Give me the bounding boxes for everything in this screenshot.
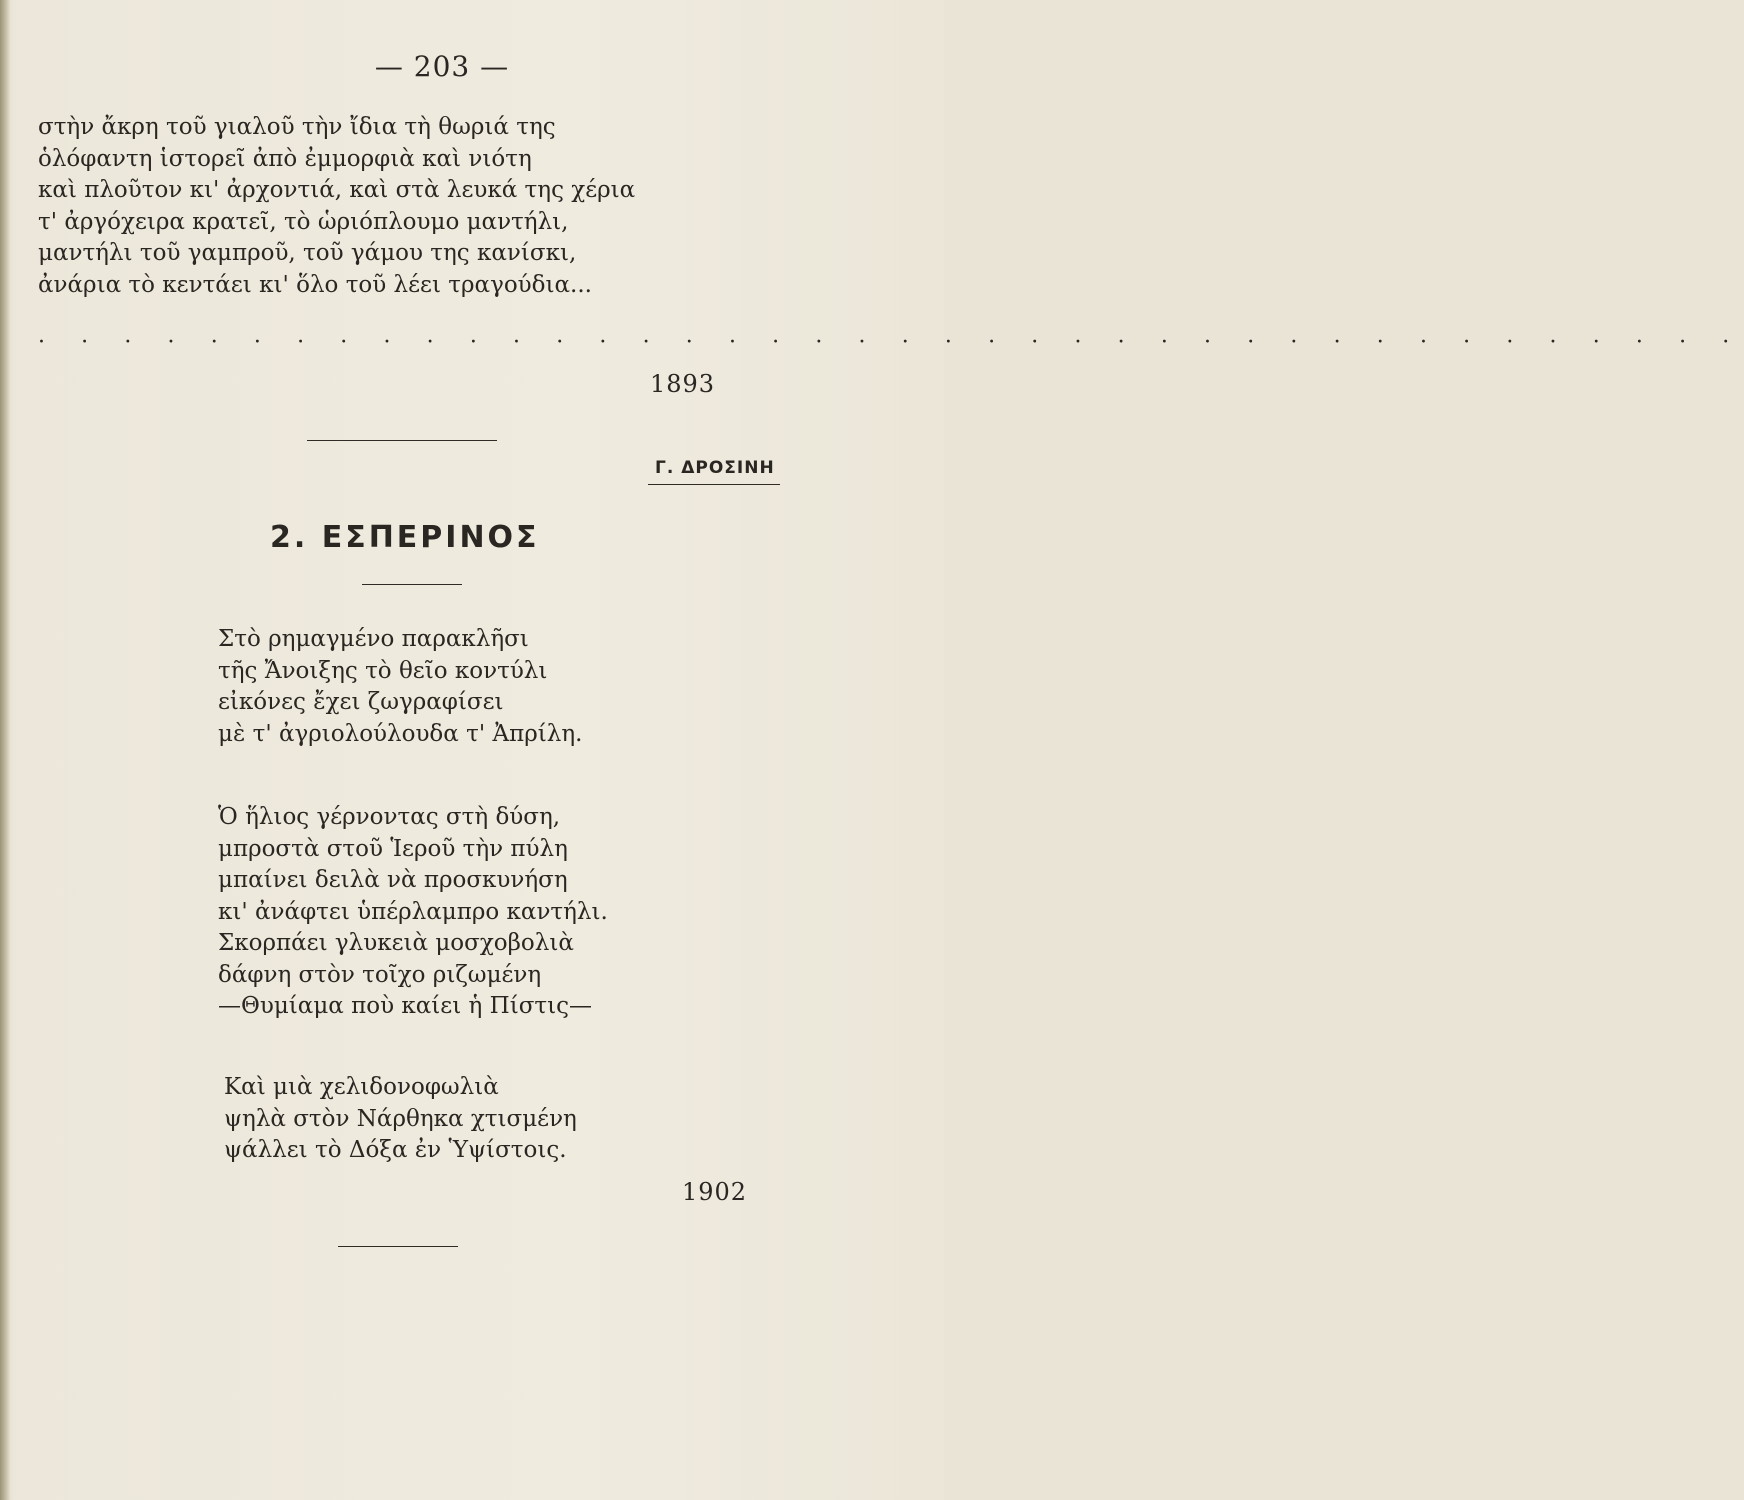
verse-line: μαντήλι τοῦ γαμπροῦ, τοῦ γάμου της κανίσκι,: [38, 240, 577, 266]
verse-line: μπροστὰ στοῦ Ἱεροῦ τὴν πύλη: [218, 835, 568, 862]
verse-line: δάφνη στὸν τοῖχο ριζωμένη: [218, 961, 542, 988]
verse-line: Ὁ ἥλιος γέρνοντας στὴ δύση,: [218, 804, 561, 830]
verse-line: εἰκόνες ἔχει ζωγραφίσει: [218, 689, 504, 715]
end-divider: [338, 1246, 458, 1247]
verse-line: μπαίνει δειλὰ νὰ προσκυνήση: [218, 867, 568, 893]
verse-line: τ' ἀργόχειρα κρατεῖ, τὸ ὡριόπλουμο μαντήλι,: [38, 208, 569, 235]
verse-line: τῆς Ἄνοιξης τὸ θεῖο κοντύλι: [218, 657, 548, 684]
section-divider: [307, 440, 497, 441]
verse-line: καὶ πλοῦτον κι' ἀρχοντιά, καὶ στὰ λευκά της χέρια: [38, 177, 636, 203]
page-number: — 203 —: [374, 50, 510, 83]
ellipsis-dots: · · · · · · · · · · · · · · · · · · · · · · · · · · · · · · · · · · · · · · · ·: [38, 330, 1744, 355]
verse-line: ἀνάρια τὸ κεντάει κι' ὅλο τοῦ λέει τραγούδια...: [38, 271, 592, 298]
verse-line: ψηλὰ στὸν Νάρθηκα χτισμένη: [224, 1105, 577, 1132]
author-signature: Γ. ΔΡΟΣΙΝΗ: [655, 458, 775, 478]
poem2-stanza-2: [218, 802, 608, 1023]
verse-line: κι' ἀνάφτει ὑπέρλαμπρο καντήλι.: [218, 898, 608, 925]
title-underline: [362, 584, 462, 585]
verse-line: Καὶ μιὰ χελιδονοφωλιὰ: [224, 1074, 499, 1100]
verse-line: —Θυμίαμα ποὺ καίει ἡ Πίστις—: [218, 993, 593, 1019]
poem2-title: 2. ΕΣΠΕΡΙΝΟΣ: [270, 520, 540, 555]
poem2-year: 1902: [682, 1178, 748, 1206]
poem2-stanza-1: [218, 624, 582, 750]
verse-line: Στὸ ρημαγμένο παρακλῆσι: [218, 626, 529, 652]
verse-line: Σκορπάει γλυκειὰ μοσχοβολιὰ: [218, 930, 574, 956]
poem1-year: 1893: [650, 370, 716, 398]
verse-line: ὁλόφαντη ἱστορεῖ ἀπὸ ἐμμορφιὰ καὶ νιότη: [38, 145, 532, 172]
author-underline: [648, 484, 780, 485]
verse-line: στὴν ἄκρη τοῦ γιαλοῦ τὴν ἴδια τὴ θωριά της: [38, 114, 556, 140]
poem1-verse: [38, 112, 635, 301]
poem2-stanza-3: [224, 1072, 577, 1167]
verse-line: μὲ τ' ἀγριολούλουδα τ' Ἀπρίλη.: [218, 720, 583, 747]
verse-line: ψάλλει τὸ Δόξα ἐν Ὑψίστοις.: [224, 1137, 567, 1163]
page-binding-edge: [0, 0, 10, 1500]
